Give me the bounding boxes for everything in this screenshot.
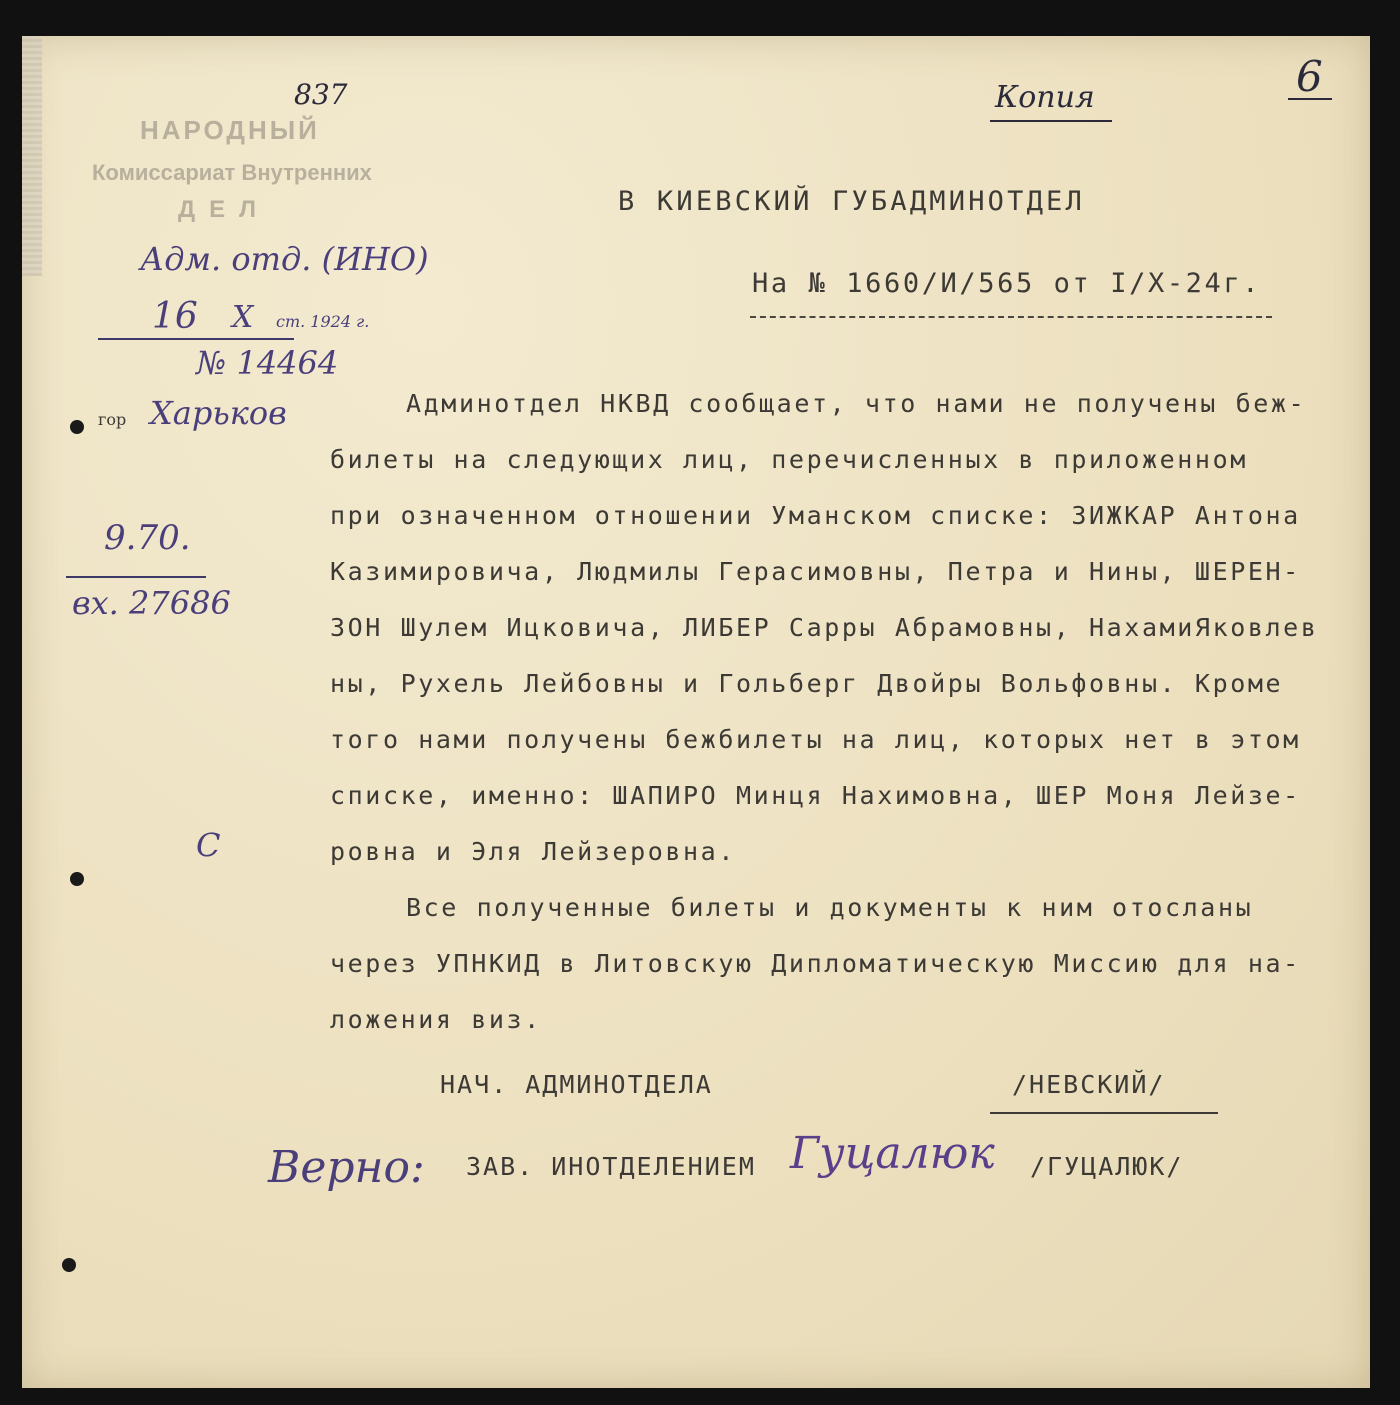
- stamp-line-2: Комиссариат Внутренних: [92, 160, 372, 185]
- letter-body: [330, 376, 1340, 1048]
- stamp-line-1: НАРОДНЫЙ: [140, 115, 320, 145]
- note-city-prefix: гор: [98, 410, 127, 429]
- body-line: через УПНКИД в Литовскую Дипломатическую Миссию для на-: [330, 949, 1301, 978]
- note-date-year: ст. 1924 г.: [276, 312, 370, 331]
- certification-title: ЗАВ. ИНОТДЕЛЕНИЕМ: [466, 1152, 756, 1181]
- signature-name: /НЕВСКИЙ/: [1012, 1070, 1166, 1099]
- binding-edge: [22, 36, 42, 276]
- certification-name: /ГУЦАЛЮК/: [1030, 1152, 1184, 1181]
- certified-handwritten: Верно:: [268, 1142, 425, 1193]
- body-line: списке, именно: ШАПИРО Минця Нахимовна, ШЕР Моня Лейзе-: [330, 781, 1301, 810]
- page-number-underline: [1288, 98, 1332, 100]
- note-city: Харьков: [150, 394, 287, 432]
- note-number-top: 837: [294, 78, 348, 111]
- body-line: при означенном отношении Уманском списке: ЗИЖКАР Антона: [330, 501, 1301, 530]
- note-dept: Адм. отд. (ИНО): [140, 240, 429, 278]
- certification-signature: Гуцалюк: [790, 1128, 995, 1179]
- body-line: ровна и Эля Лейзеровна.: [330, 837, 736, 866]
- note-file-ref: 9.70.: [104, 518, 191, 558]
- note-file-underline: [66, 576, 206, 578]
- signature-underline: [990, 1112, 1218, 1114]
- reference-line: На № 1660/И/565 от I/X-24г.: [752, 268, 1262, 299]
- body-line: Все полученные билеты и документы к ним отосланы: [406, 893, 1254, 922]
- page-number: 6: [1296, 52, 1323, 101]
- reference-dash-line: [750, 316, 1272, 318]
- signature-title: НАЧ. АДМИНОТДЕЛА: [440, 1070, 713, 1099]
- body-line: ны, Рухель Лейбовны и Гольберг Двойры Вольфовны. Кроме: [330, 669, 1284, 698]
- note-incoming: вх. 27686: [72, 584, 231, 622]
- punch-hole-3: [62, 1258, 76, 1272]
- punch-hole-1: [70, 420, 84, 434]
- body-line: ЗОН Шулем Ицковича, ЛИБЕР Сарры Абрамовны, НахамиЯковлев: [330, 613, 1319, 642]
- body-line: Админотдел НКВД сообщает, что нами не получены беж-: [406, 389, 1307, 418]
- note-initial: С: [196, 826, 221, 864]
- note-date-month: Х: [232, 300, 254, 335]
- body-line: Казимировича, Людмилы Герасимовны, Петра и Нины, ШЕРЕН-: [330, 557, 1301, 586]
- body-line: ложения виз.: [330, 1005, 542, 1034]
- copy-mark: Копия: [995, 80, 1095, 115]
- body-line: того нами получены бежбилеты на лиц, которых нет в этом: [330, 725, 1301, 754]
- note-date-day: 16: [152, 296, 198, 337]
- addressee: В КИЕВСКИЙ ГУБАДМИНОТДЕЛ: [618, 186, 1085, 217]
- stamp-line-3: ДЕЛ: [178, 196, 270, 223]
- note-reg-number: № 14464: [196, 344, 339, 382]
- body-line: билеты на следующих лиц, перечисленных в приложенном: [330, 445, 1248, 474]
- note-date-underline: [98, 338, 294, 340]
- punch-hole-2: [70, 872, 84, 886]
- copy-mark-underline: [990, 120, 1112, 122]
